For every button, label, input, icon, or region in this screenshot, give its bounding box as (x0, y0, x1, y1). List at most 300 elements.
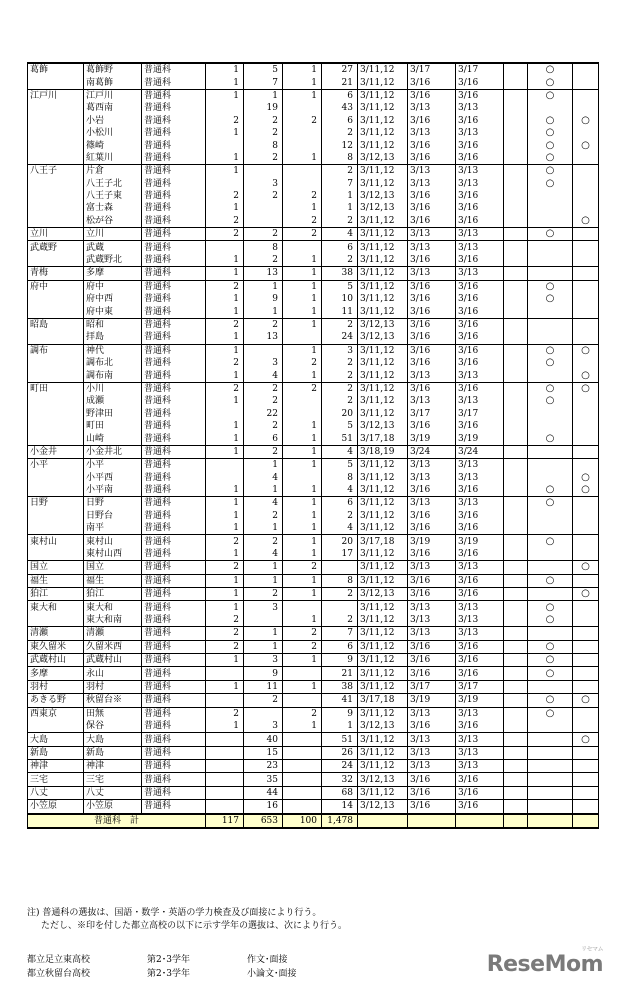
blank-cell (504, 152, 528, 165)
district-cell (28, 614, 84, 627)
table-row (28, 190, 599, 202)
table-row (28, 445, 599, 458)
count-d-cell: 38 (322, 680, 358, 693)
course-cell: 普通科 (142, 215, 206, 228)
announce-date-cell: 3/13 (408, 178, 456, 190)
course-cell: 普通科 (142, 228, 206, 241)
exam-date-cell: 3/11,12 (358, 305, 408, 318)
count-a-cell: 1 (206, 152, 244, 165)
mark-2-cell (573, 76, 599, 89)
count-b-cell: 2 (244, 318, 283, 331)
count-b-cell: 1 (244, 459, 283, 472)
school-cell: 篠崎 (84, 139, 142, 151)
count-a-cell: 1 (206, 484, 244, 497)
mark-2-cell (573, 331, 599, 344)
mark-1-cell (528, 420, 573, 432)
school-cell: 葛西南 (84, 102, 142, 114)
mark-2-cell (573, 102, 599, 114)
count-d-cell: 7 (322, 178, 358, 190)
count-c-cell: 1 (283, 76, 322, 89)
district-cell: 青梅 (28, 267, 84, 280)
blank-cell (504, 445, 528, 458)
count-d-cell: 2 (322, 357, 358, 369)
count-d-cell: 4 (322, 522, 358, 535)
school-cell: 江戸川 (84, 89, 142, 102)
mark-2-cell (573, 254, 599, 267)
blank-cell (504, 63, 528, 76)
exam-date-cell: 3/11,12 (358, 76, 408, 89)
count-b-cell: 8 (244, 241, 283, 254)
count-b-cell (244, 614, 283, 627)
special-school-grade: 第2･3学年 (147, 969, 190, 979)
count-a-cell (206, 694, 244, 707)
mark-1-cell: ○ (528, 139, 573, 151)
course-cell: 普通科 (142, 344, 206, 357)
course-cell: 普通科 (142, 280, 206, 293)
mark-2-cell (573, 357, 599, 369)
table-row (28, 640, 599, 653)
district-cell (28, 139, 84, 151)
table-row (28, 561, 599, 574)
district-cell (28, 152, 84, 165)
procedure-date-cell: 3/16 (456, 89, 504, 102)
count-d-cell: 8 (322, 574, 358, 587)
school-cell: 町田 (84, 420, 142, 432)
count-c-cell: 2 (283, 228, 322, 241)
procedure-date-cell: 3/16 (456, 484, 504, 497)
mark-1-cell (528, 773, 573, 786)
count-a-cell: 1 (206, 445, 244, 458)
exam-date-cell: 3/12,13 (358, 318, 408, 331)
mark-2-cell: ○ (573, 472, 599, 484)
procedure-date-cell: 3/16 (456, 786, 504, 799)
blank-cell (504, 267, 528, 280)
mark-2-cell (573, 293, 599, 305)
count-d-cell: 2 (322, 318, 358, 331)
procedure-date-cell: 3/16 (456, 202, 504, 214)
exam-date-cell: 3/11,12 (358, 733, 408, 746)
count-c-cell: 1 (283, 202, 322, 214)
blank-cell (504, 432, 528, 445)
table-row (28, 800, 599, 814)
course-cell: 普通科 (142, 254, 206, 267)
course-cell: 普通科 (142, 408, 206, 420)
table-row (28, 497, 599, 510)
district-cell (28, 408, 84, 420)
procedure-date-cell: 3/13 (456, 165, 504, 178)
school-cell: 新島 (84, 746, 142, 759)
count-b-cell (244, 707, 283, 720)
table-row (28, 382, 599, 395)
district-cell: 小平 (28, 459, 84, 472)
mark-2-cell (573, 305, 599, 318)
count-a-cell: 2 (206, 640, 244, 653)
table-row (28, 344, 599, 357)
blank-cell (504, 522, 528, 535)
announce-date-cell: 3/13 (408, 459, 456, 472)
school-cell: 永山 (84, 667, 142, 680)
count-a-cell (206, 139, 244, 151)
blank-cell (504, 76, 528, 89)
mark-2-cell: ○ (573, 694, 599, 707)
mark-2-cell (573, 280, 599, 293)
course-cell: 普通科 (142, 127, 206, 139)
table-row (28, 228, 599, 241)
blank-cell (408, 814, 456, 828)
count-c-cell: 1 (283, 680, 322, 693)
count-a-cell: 1 (206, 165, 244, 178)
blank-cell (504, 640, 528, 653)
total-a: 117 (206, 814, 244, 828)
mark-1-cell (528, 733, 573, 746)
procedure-date-cell: 3/13 (456, 627, 504, 640)
count-c-cell: 1 (283, 653, 322, 666)
count-b-cell: 5 (244, 63, 283, 76)
mark-2-cell (573, 190, 599, 202)
school-cell: 立川 (84, 228, 142, 241)
count-c-cell: 1 (283, 720, 322, 733)
district-cell: 武蔵野 (28, 241, 84, 254)
blank-cell (504, 280, 528, 293)
count-d-cell: 20 (322, 408, 358, 420)
procedure-date-cell: 3/16 (456, 653, 504, 666)
district-cell: 町田 (28, 382, 84, 395)
count-a-cell: 1 (206, 420, 244, 432)
district-cell (28, 395, 84, 407)
count-c-cell (283, 773, 322, 786)
mark-2-cell: ○ (573, 139, 599, 151)
count-c-cell (283, 102, 322, 114)
announce-date-cell: 3/13 (408, 472, 456, 484)
mark-1-cell: ○ (528, 357, 573, 369)
procedure-date-cell: 3/13 (456, 459, 504, 472)
announce-date-cell: 3/16 (408, 510, 456, 522)
special-school-row (27, 967, 297, 981)
table-row (28, 680, 599, 693)
blank-cell (504, 472, 528, 484)
exam-date-cell: 3/11,12 (358, 459, 408, 472)
mark-1-cell: ○ (528, 76, 573, 89)
count-b-cell: 1 (244, 89, 283, 102)
table-row (28, 215, 599, 228)
mark-1-cell (528, 459, 573, 472)
count-b-cell: 9 (244, 293, 283, 305)
count-b-cell: 2 (244, 127, 283, 139)
mark-1-cell: ○ (528, 432, 573, 445)
count-d-cell: 5 (322, 420, 358, 432)
mark-2-cell (573, 267, 599, 280)
district-cell: 小笠原 (28, 800, 84, 814)
school-cell: 八王子北 (84, 178, 142, 190)
course-cell: 普通科 (142, 561, 206, 574)
admission-table (27, 62, 599, 829)
count-a-cell: 1 (206, 89, 244, 102)
procedure-date-cell: 3/16 (456, 420, 504, 432)
school-cell: 昭和 (84, 318, 142, 331)
blank-cell (504, 305, 528, 318)
announce-date-cell: 3/16 (408, 420, 456, 432)
table-row (28, 357, 599, 369)
count-a-cell (206, 773, 244, 786)
course-cell: 普通科 (142, 522, 206, 535)
count-a-cell: 1 (206, 127, 244, 139)
count-c-cell: 1 (283, 497, 322, 510)
exam-date-cell: 3/11,12 (358, 680, 408, 693)
district-cell: 西東京 (28, 707, 84, 720)
table-row (28, 318, 599, 331)
blank-cell (528, 814, 573, 828)
mark-2-cell (573, 202, 599, 214)
mark-1-cell: ○ (528, 63, 573, 76)
count-a-cell: 1 (206, 202, 244, 214)
announce-date-cell: 3/16 (408, 653, 456, 666)
blank-cell (504, 760, 528, 773)
course-cell: 普通科 (142, 497, 206, 510)
exam-date-cell: 3/11,12 (358, 574, 408, 587)
district-cell: 府中 (28, 280, 84, 293)
exam-date-cell: 3/11,12 (358, 653, 408, 666)
count-c-cell (283, 601, 322, 614)
count-b-cell: 1 (244, 280, 283, 293)
count-a-cell: 1 (206, 548, 244, 561)
table-row (28, 667, 599, 680)
school-cell: 東大和南 (84, 614, 142, 627)
district-cell: 調布 (28, 344, 84, 357)
count-d-cell: 68 (322, 786, 358, 799)
table-row (28, 241, 599, 254)
announce-date-cell: 3/16 (408, 548, 456, 561)
count-d-cell: 2 (322, 369, 358, 382)
count-d-cell: 6 (322, 89, 358, 102)
mark-2-cell (573, 640, 599, 653)
course-cell: 普通科 (142, 720, 206, 733)
district-cell (28, 369, 84, 382)
district-cell (28, 190, 84, 202)
table-row (28, 254, 599, 267)
count-a-cell: 2 (206, 382, 244, 395)
school-cell: 南葛飾 (84, 76, 142, 89)
mark-1-cell: ○ (528, 667, 573, 680)
course-cell: 普通科 (142, 733, 206, 746)
blank-cell (504, 293, 528, 305)
table-row (28, 720, 599, 733)
announce-date-cell: 3/16 (408, 640, 456, 653)
blank-cell (504, 318, 528, 331)
district-cell (28, 472, 84, 484)
count-a-cell: 2 (206, 318, 244, 331)
count-b-cell: 2 (244, 115, 283, 127)
count-c-cell: 2 (283, 707, 322, 720)
procedure-date-cell: 3/16 (456, 510, 504, 522)
course-cell: 普通科 (142, 786, 206, 799)
exam-date-cell: 3/12,13 (358, 720, 408, 733)
count-c-cell (283, 178, 322, 190)
count-d-cell: 2 (322, 382, 358, 395)
count-a-cell (206, 760, 244, 773)
course-cell: 普通科 (142, 165, 206, 178)
course-cell: 普通科 (142, 76, 206, 89)
course-cell: 普通科 (142, 800, 206, 814)
procedure-date-cell: 3/16 (456, 254, 504, 267)
count-d-cell: 51 (322, 733, 358, 746)
district-cell (28, 357, 84, 369)
count-c-cell: 2 (283, 382, 322, 395)
procedure-date-cell: 3/13 (456, 497, 504, 510)
mark-2-cell (573, 786, 599, 799)
announce-date-cell: 3/13 (408, 228, 456, 241)
announce-date-cell: 3/13 (408, 760, 456, 773)
school-cell: 武蔵村山 (84, 653, 142, 666)
announce-date-cell: 3/16 (408, 574, 456, 587)
count-a-cell (206, 786, 244, 799)
count-b-cell: 4 (244, 472, 283, 484)
mark-2-cell (573, 497, 599, 510)
course-cell: 普通科 (142, 357, 206, 369)
table-row (28, 548, 599, 561)
school-cell: 秋留台※ (84, 694, 142, 707)
mark-2-cell: ○ (573, 561, 599, 574)
count-c-cell: 1 (283, 305, 322, 318)
school-cell: 東大和 (84, 601, 142, 614)
mark-1-cell (528, 588, 573, 601)
district-cell (28, 420, 84, 432)
announce-date-cell: 3/16 (408, 786, 456, 799)
table-row (28, 588, 599, 601)
table-row (28, 760, 599, 773)
announce-date-cell: 3/19 (408, 694, 456, 707)
announce-date-cell: 3/16 (408, 344, 456, 357)
announce-date-cell: 3/16 (408, 115, 456, 127)
mark-1-cell: ○ (528, 178, 573, 190)
exam-date-cell: 3/11,12 (358, 667, 408, 680)
count-d-cell: 27 (322, 63, 358, 76)
mark-1-cell (528, 408, 573, 420)
blank-cell (504, 369, 528, 382)
count-c-cell (283, 395, 322, 407)
announce-date-cell: 3/13 (408, 497, 456, 510)
count-a-cell: 1 (206, 293, 244, 305)
mark-1-cell (528, 102, 573, 114)
exam-date-cell: 3/17,18 (358, 535, 408, 548)
blank-cell (504, 241, 528, 254)
count-d-cell: 6 (322, 241, 358, 254)
course-cell: 普通科 (142, 178, 206, 190)
blank-cell (504, 484, 528, 497)
count-a-cell: 1 (206, 63, 244, 76)
count-d-cell: 41 (322, 694, 358, 707)
announce-date-cell: 3/13 (408, 601, 456, 614)
exam-date-cell: 3/11,12 (358, 369, 408, 382)
mark-2-cell (573, 667, 599, 680)
table-row (28, 535, 599, 548)
mark-2-cell: ○ (573, 215, 599, 228)
notes (27, 907, 347, 933)
district-cell (28, 254, 84, 267)
district-cell: 羽村 (28, 680, 84, 693)
blank-cell (504, 254, 528, 267)
school-cell: 紅葉川 (84, 152, 142, 165)
count-a-cell: 1 (206, 601, 244, 614)
district-cell (28, 432, 84, 445)
special-school-method: 小論文･面接 (247, 969, 297, 979)
count-b-cell: 2 (244, 420, 283, 432)
blank-cell (358, 814, 408, 828)
count-c-cell (283, 472, 322, 484)
count-c-cell: 1 (283, 535, 322, 548)
mark-1-cell (528, 254, 573, 267)
announce-date-cell: 3/17 (408, 63, 456, 76)
district-cell (28, 76, 84, 89)
blank-cell (504, 574, 528, 587)
blank-cell (504, 331, 528, 344)
district-cell: 多摩 (28, 667, 84, 680)
course-cell: 普通科 (142, 331, 206, 344)
school-cell: 小笠原 (84, 800, 142, 814)
count-b-cell: 1 (244, 484, 283, 497)
count-a-cell: 2 (206, 190, 244, 202)
table-row (28, 601, 599, 614)
count-a-cell: 1 (206, 510, 244, 522)
logo-text: ReseMom (486, 952, 603, 977)
count-b-cell (244, 165, 283, 178)
count-d-cell: 4 (322, 484, 358, 497)
school-cell: 武蔵野北 (84, 254, 142, 267)
blank-cell (504, 139, 528, 151)
district-cell: 日野 (28, 497, 84, 510)
mark-1-cell: ○ (528, 152, 573, 165)
count-c-cell: 1 (283, 420, 322, 432)
table-row (28, 733, 599, 746)
count-c-cell: 2 (283, 627, 322, 640)
blank-cell (504, 548, 528, 561)
table-row (28, 293, 599, 305)
exam-date-cell: 3/17,18 (358, 694, 408, 707)
count-a-cell (206, 746, 244, 759)
exam-date-cell: 3/11,12 (358, 408, 408, 420)
table-row (28, 152, 599, 165)
mark-2-cell: ○ (573, 369, 599, 382)
blank-cell (504, 497, 528, 510)
mark-2-cell: ○ (573, 344, 599, 357)
mark-1-cell (528, 190, 573, 202)
announce-date-cell: 3/19 (408, 535, 456, 548)
count-c-cell (283, 733, 322, 746)
procedure-date-cell: 3/16 (456, 382, 504, 395)
count-b-cell: 2 (244, 254, 283, 267)
count-b-cell: 23 (244, 760, 283, 773)
count-a-cell: 1 (206, 305, 244, 318)
district-cell: 八王子 (28, 165, 84, 178)
count-c-cell: 1 (283, 369, 322, 382)
table-row (28, 746, 599, 759)
special-school-name: 都立足立東高校 (27, 955, 91, 965)
announce-date-cell: 3/13 (408, 267, 456, 280)
announce-date-cell: 3/17 (408, 408, 456, 420)
count-a-cell (206, 408, 244, 420)
count-c-cell (283, 408, 322, 420)
blank-cell (504, 561, 528, 574)
table-row (28, 280, 599, 293)
mark-2-cell (573, 152, 599, 165)
mark-1-cell: ○ (528, 574, 573, 587)
blank-cell (504, 800, 528, 814)
table-row (28, 63, 599, 76)
school-cell: 調布南 (84, 369, 142, 382)
count-d-cell: 26 (322, 746, 358, 759)
count-b-cell: 1 (244, 627, 283, 640)
count-c-cell: 1 (283, 548, 322, 561)
count-b-cell (244, 215, 283, 228)
